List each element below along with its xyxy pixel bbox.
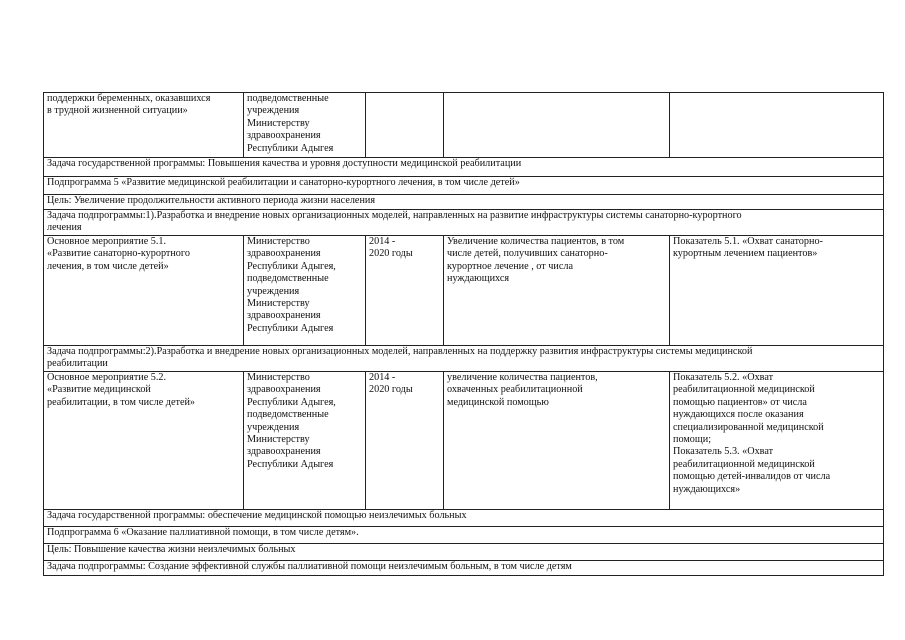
executor-cell [244,236,366,346]
table-row [44,561,884,576]
goal-text: Цель: Повышение качества жизни неизлечимых больных [47,544,296,555]
event-cell [44,372,244,510]
event-cell [44,236,244,346]
executor-text: подведомственные учреждения Министерству здравоохранения Республики Адыгея [247,93,334,154]
indicator-cell [670,93,884,158]
subprogram-task-text: Задача подпрограммы:2).Разработка и внедрение новых организационных моделей, направленных на поддержку развития инфраструктуры системы медицинской реабилитации [47,346,753,370]
indicator-cell [670,236,884,346]
table-row [44,510,884,527]
subprogram-text: Подпрограмма 5 «Развитие медицинской реабилитации и санаторно-курортного лечения, в том числе детей» [47,177,520,188]
period-text: 2014 - 2020 годы [369,372,413,396]
executor-text: Министерство здравоохранения Республики Адыгея, подведомственные учреждения Министерству здравоохранения Республики Адыгея [247,236,336,334]
executor-cell [244,372,366,510]
event-cell [44,93,244,158]
result-cell [444,236,670,346]
executor-text: Министерство здравоохранения Республики Адыгея, подведомственные учреждения Министерству здравоохранения Республики Адыгея [247,372,336,470]
table-row [44,158,884,177]
subprogram-task-text: Задача подпрограммы: Создание эффективной службы паллиативной помощи неизлечимым больным, в том числе детям [47,561,572,572]
subprogram-task-text: Задача подпрограммы:1).Разработка и внедрение новых организационных моделей, направленных на развитие инфраструктуры системы санаторно-курортного лечения [47,210,742,234]
state-task-text: Задача государственной программы: Повышения качества и уровня доступности медицинской реабилитации [47,158,522,169]
result-cell [444,372,670,510]
event-text: поддержки беременных, оказавшихся в трудной жизненной ситуации» [47,93,211,117]
state-task-row [44,510,884,527]
period-cell [366,93,444,158]
result-cell [444,93,670,158]
goal-row [44,195,884,210]
subprogram-text: Подпрограмма 6 «Оказание паллиативной помощи, в том числе детям». [47,527,359,538]
period-cell [366,372,444,510]
program-table [43,92,884,576]
period-cell [366,236,444,346]
goal-text: Цель: Увеличение продолжительности активного периода жизни населения [47,195,376,206]
state-task-text: Задача государственной программы: обеспечение медицинской помощью неизлечимых больных [47,510,467,521]
state-task-row [44,158,884,177]
result-text: Увеличение количества пациентов, в том числе детей, получивших санаторно- курортное лечение , от числа нуждающихся [447,236,625,285]
subprogram-row [44,177,884,195]
table-row [44,93,884,158]
event-text: Основное мероприятие 5.1. «Развитие санаторно-курортного лечения, в том числе детей» [47,236,190,272]
period-text: 2014 - 2020 годы [369,236,413,260]
subprogram-task-row [44,210,884,236]
subprogram-task-row [44,346,884,372]
executor-cell [244,93,366,158]
indicator-cell [670,372,884,510]
table-row [44,346,884,372]
event-text: Основное мероприятие 5.2. «Развитие медицинской реабилитации, в том числе детей» [47,372,196,408]
table-row [44,544,884,561]
result-text: увеличение количества пациентов, охваченных реабилитационной медицинской помощью [447,372,598,408]
subprogram-task-row [44,561,884,576]
table-row [44,177,884,195]
table-row [44,527,884,544]
table-row [44,372,884,510]
table-row [44,210,884,236]
subprogram-row [44,527,884,544]
table-row [44,236,884,346]
indicator-text: Показатель 5.2. «Охват реабилитационной медицинской помощью пациентов» от числа нуждающихся после оказания специализированной медицинской помощи; Показатель 5.3. «Охват реабилитационной медицинской помощью детей-инвалидов от числа нуждающихся» [673,372,831,495]
goal-row [44,544,884,561]
indicator-text: Показатель 5.1. «Охват санаторно- курортным лечением пациентов» [673,236,823,260]
table-row [44,195,884,210]
